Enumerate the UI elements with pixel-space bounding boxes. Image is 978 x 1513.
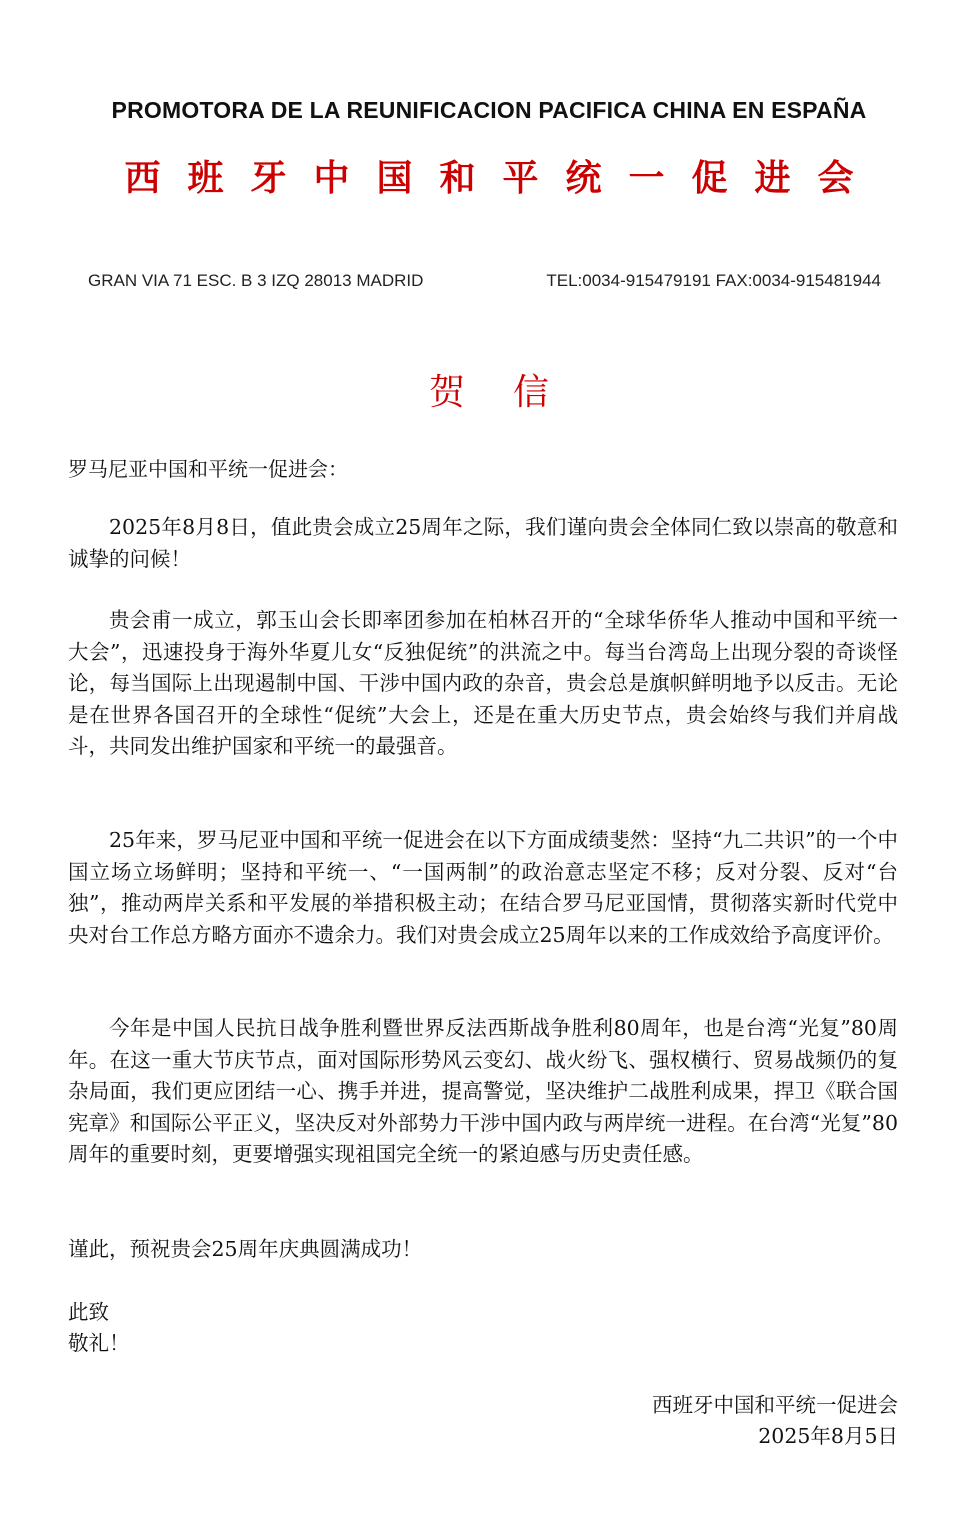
letter-closing-1: 此致	[68, 1300, 109, 1324]
signature-org: 西班牙中国和平统一促进会	[652, 1393, 898, 1417]
letterhead-address: GRAN VIA 71 ESC. B 3 IZQ 28013 MADRID	[88, 271, 424, 290]
letterhead-contact: TEL:0034-915479191 FAX:0034-915481944	[546, 271, 881, 290]
letter-wish: 谨此，预祝贵会25周年庆典圆满成功！	[68, 1237, 423, 1261]
letterhead-org-name-cn: 西班牙中国和平统一促进会	[124, 158, 881, 199]
letter-paragraph-4: 今年是中国人民抗日战争胜利暨世界反法西斯战争胜利80周年，也是台湾“光复”80周年。在这一重大节庆节点，面对国际形势风云变幻、战火纷飞、强权横行、贸易战频仍的复杂局面，我们更应团结一心、携手并进，提高警觉，坚决维护二战胜利成果，捍卫《联合国宪章》和国际公平正义，坚决反对外部势力干涉中国内政与两岸统一进程。在台湾“光复”80周年的重要时刻，更要增强实现祖国完全统一的紧迫感与历史责任感。	[68, 1016, 898, 1166]
letter-title: 贺信	[428, 372, 597, 413]
letter-salutation: 罗马尼亚中国和平统一促进会：	[68, 457, 348, 481]
letter-paragraph-1: 2025年8月8日，值此贵会成立25周年之际，我们谨向贵会全体同仁致以崇高的敬意和诚挚的问候！	[68, 515, 898, 571]
letter-paragraph-2: 贵会甫一成立，郭玉山会长即率团参加在柏林召开的“全球华侨华人推动中国和平统一大会”，迅速投身于海外华夏儿女“反独促统”的洪流之中。每当台湾岛上出现分裂的奇谈怪论，每当国际上出现遏制中国、干涉中国内政的杂音，贵会总是旗帜鲜明地予以反击。无论是在世界各国召开的全球性“促统”大会上，还是在重大历史节点，贵会始终与我们并肩战斗，共同发出维护国家和平统一的最强音。	[68, 608, 898, 758]
letter-paragraph-3: 25年来，罗马尼亚中国和平统一促进会在以下方面成绩斐然：坚持“九二共识”的一个中国立场立场鲜明；坚持和平统一、“一国两制”的政治意志坚定不移；反对分裂、反对“台独”，推动两岸关系和平发展的举措积极主动；在结合罗马尼亚国情，贯彻落实新时代党中央对台工作总方略方面亦不遗余力。我们对贵会成立25周年以来的工作成效给予高度评价。	[68, 828, 898, 947]
signature-date: 2025年8月5日	[758, 1424, 898, 1448]
letterhead-org-name-es: PROMOTORA DE LA REUNIFICACION PACIFICA CHINA EN ESPAÑA	[111, 97, 867, 123]
letter-closing-2: 敬礼！	[68, 1331, 130, 1355]
